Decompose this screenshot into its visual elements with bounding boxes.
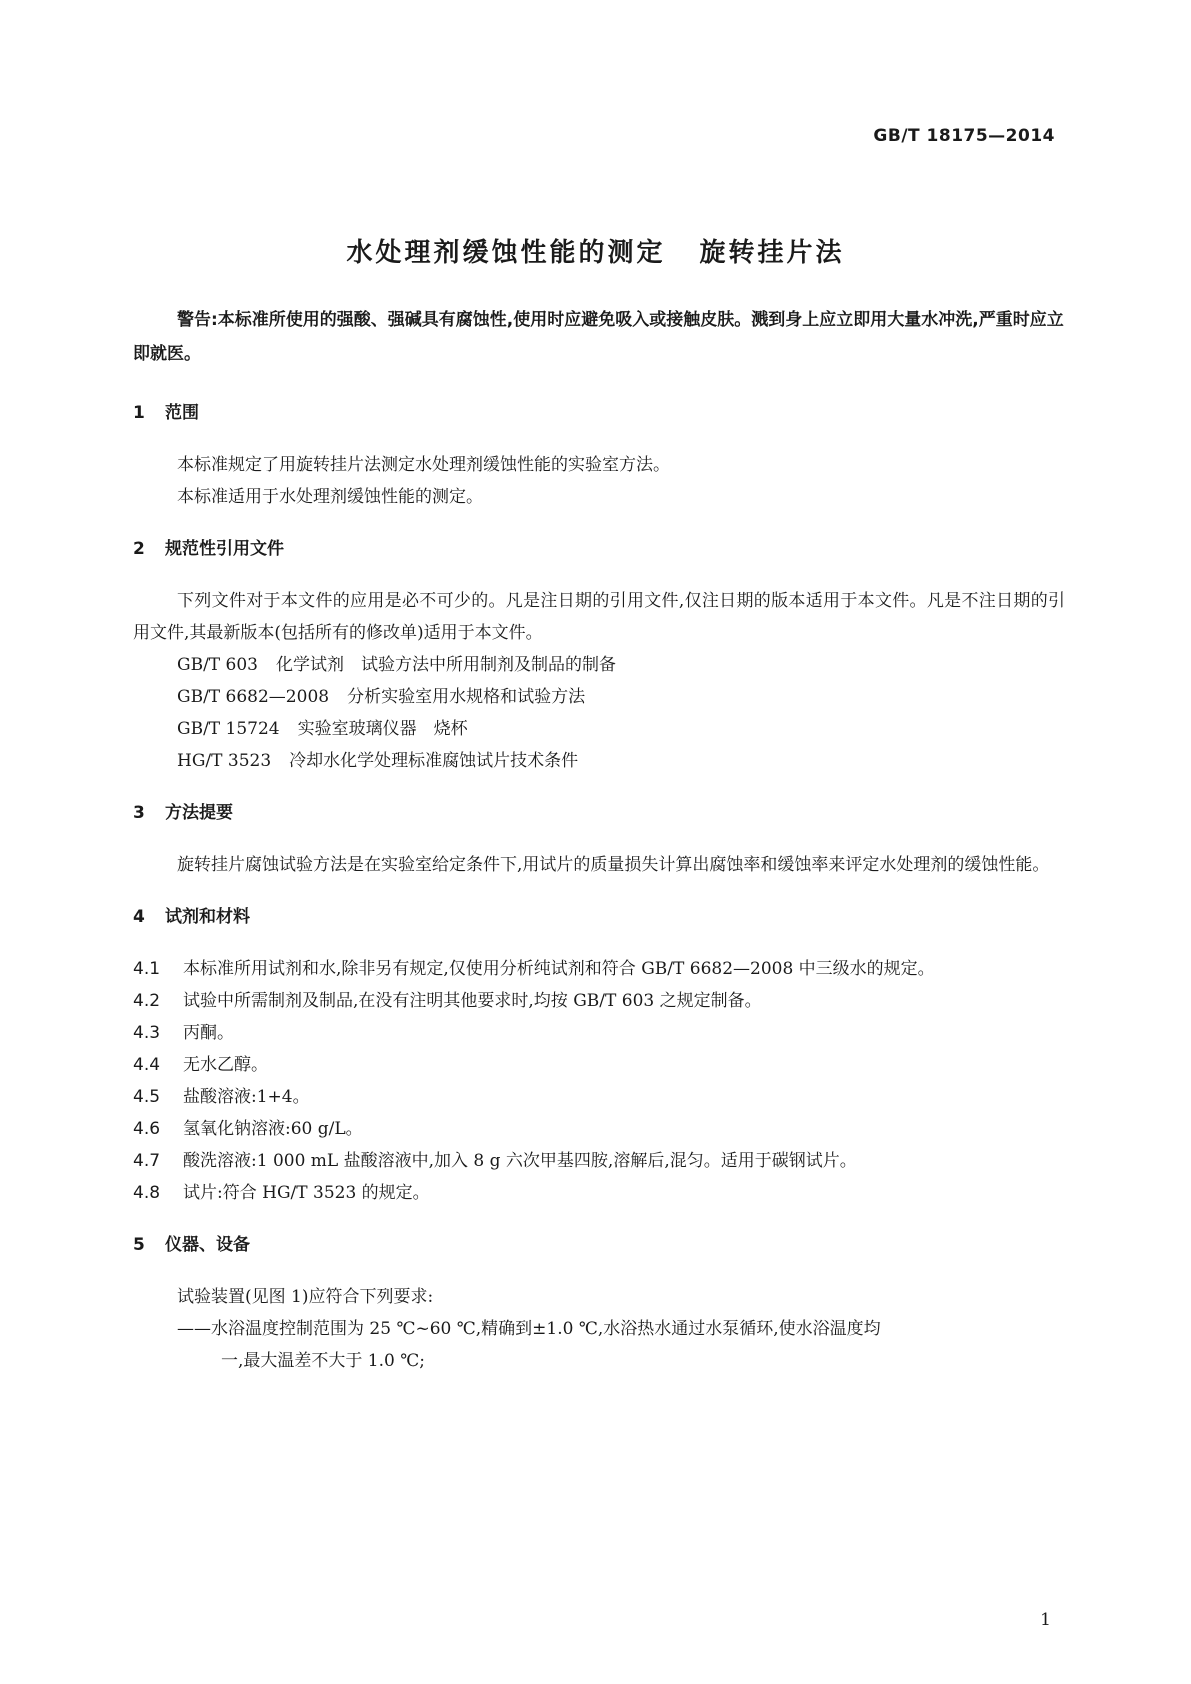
s5-paragraph-1: 试验装置(见图 1)应符合下列要求: [177, 1287, 434, 1307]
reference-item: GB/T 15724 实验室玻璃仪器 烧杯 [177, 719, 468, 739]
section-heading-3: 3 方法提要 [133, 803, 233, 823]
s1-paragraph-2: 本标准适用于水处理剂缓蚀性能的测定。 [177, 487, 483, 507]
list-item: 4.5 盐酸溶液:1+4。 [133, 1087, 310, 1107]
dash-list-item: ——水浴温度控制范围为 25 ℃~60 ℃,精确到±1.0 ℃,水浴热水通过水泵循环,使水浴温度均 一,最大温差不大于 1.0 ℃; [177, 1319, 881, 1371]
s2-paragraph-1: 下列文件对于本文件的应用是必不可少的。凡是注日期的引用文件,仅注日期的版本适用于本文件。凡是不注日期的引用文件,其最新版本(包括所有的修改单)适用于本文件。 [133, 591, 1065, 643]
section-heading-2: 2 规范性引用文件 [133, 539, 284, 559]
document-body [133, 303, 1065, 1377]
reference-item: GB/T 603 化学试剂 试验方法中所用制剂及制品的制备 [177, 655, 616, 675]
title-main: 水处理剂缓蚀性能的测定 [346, 238, 666, 268]
list-item: 4.6 氢氧化钠溶液:60 g/L。 [133, 1119, 363, 1139]
document-title [0, 232, 1191, 269]
list-item: 4.4 无水乙醇。 [133, 1055, 268, 1075]
page-number: 1 [1040, 1610, 1051, 1630]
s1-paragraph-1: 本标准规定了用旋转挂片法测定水处理剂缓蚀性能的实验室方法。 [177, 455, 670, 475]
list-item: 4.2 试验中所需制剂及制品,在没有注明其他要求时,均按 GB/T 603 之规定制备。 [133, 991, 762, 1011]
section-heading-1: 1 范围 [133, 403, 199, 423]
warning-note: 警告:本标准所使用的强酸、强碱具有腐蚀性,使用时应避免吸入或接触皮肤。溅到身上应立即用大量水冲洗,严重时应立即就医。 [133, 310, 1064, 364]
list-item: 4.1 本标准所用试剂和水,除非另有规定,仅使用分析纯试剂和符合 GB/T 6682—2008 中三级水的规定。 [133, 959, 935, 979]
reference-item: GB/T 6682—2008 分析实验室用水规格和试验方法 [177, 687, 586, 707]
s3-paragraph-1: 旋转挂片腐蚀试验方法是在实验室给定条件下,用试片的质量损失计算出腐蚀率和缓蚀率来评定水处理剂的缓蚀性能。 [177, 855, 1050, 875]
section-heading-5: 5 仪器、设备 [133, 1235, 250, 1255]
section-heading-4: 4 试剂和材料 [133, 907, 250, 927]
reference-item: HG/T 3523 冷却水化学处理标准腐蚀试片技术条件 [177, 751, 579, 771]
list-item: 4.7 酸洗溶液:1 000 mL 盐酸溶液中,加入 8 g 六次甲基四胺,溶解后,混匀。适用于碳钢试片。 [133, 1151, 857, 1171]
title-sub: 旋转挂片法 [699, 238, 845, 268]
standard-code: GB/T 18175—2014 [873, 126, 1055, 146]
list-item: 4.8 试片:符合 HG/T 3523 的规定。 [133, 1183, 430, 1203]
list-item: 4.3 丙酮。 [133, 1023, 234, 1043]
